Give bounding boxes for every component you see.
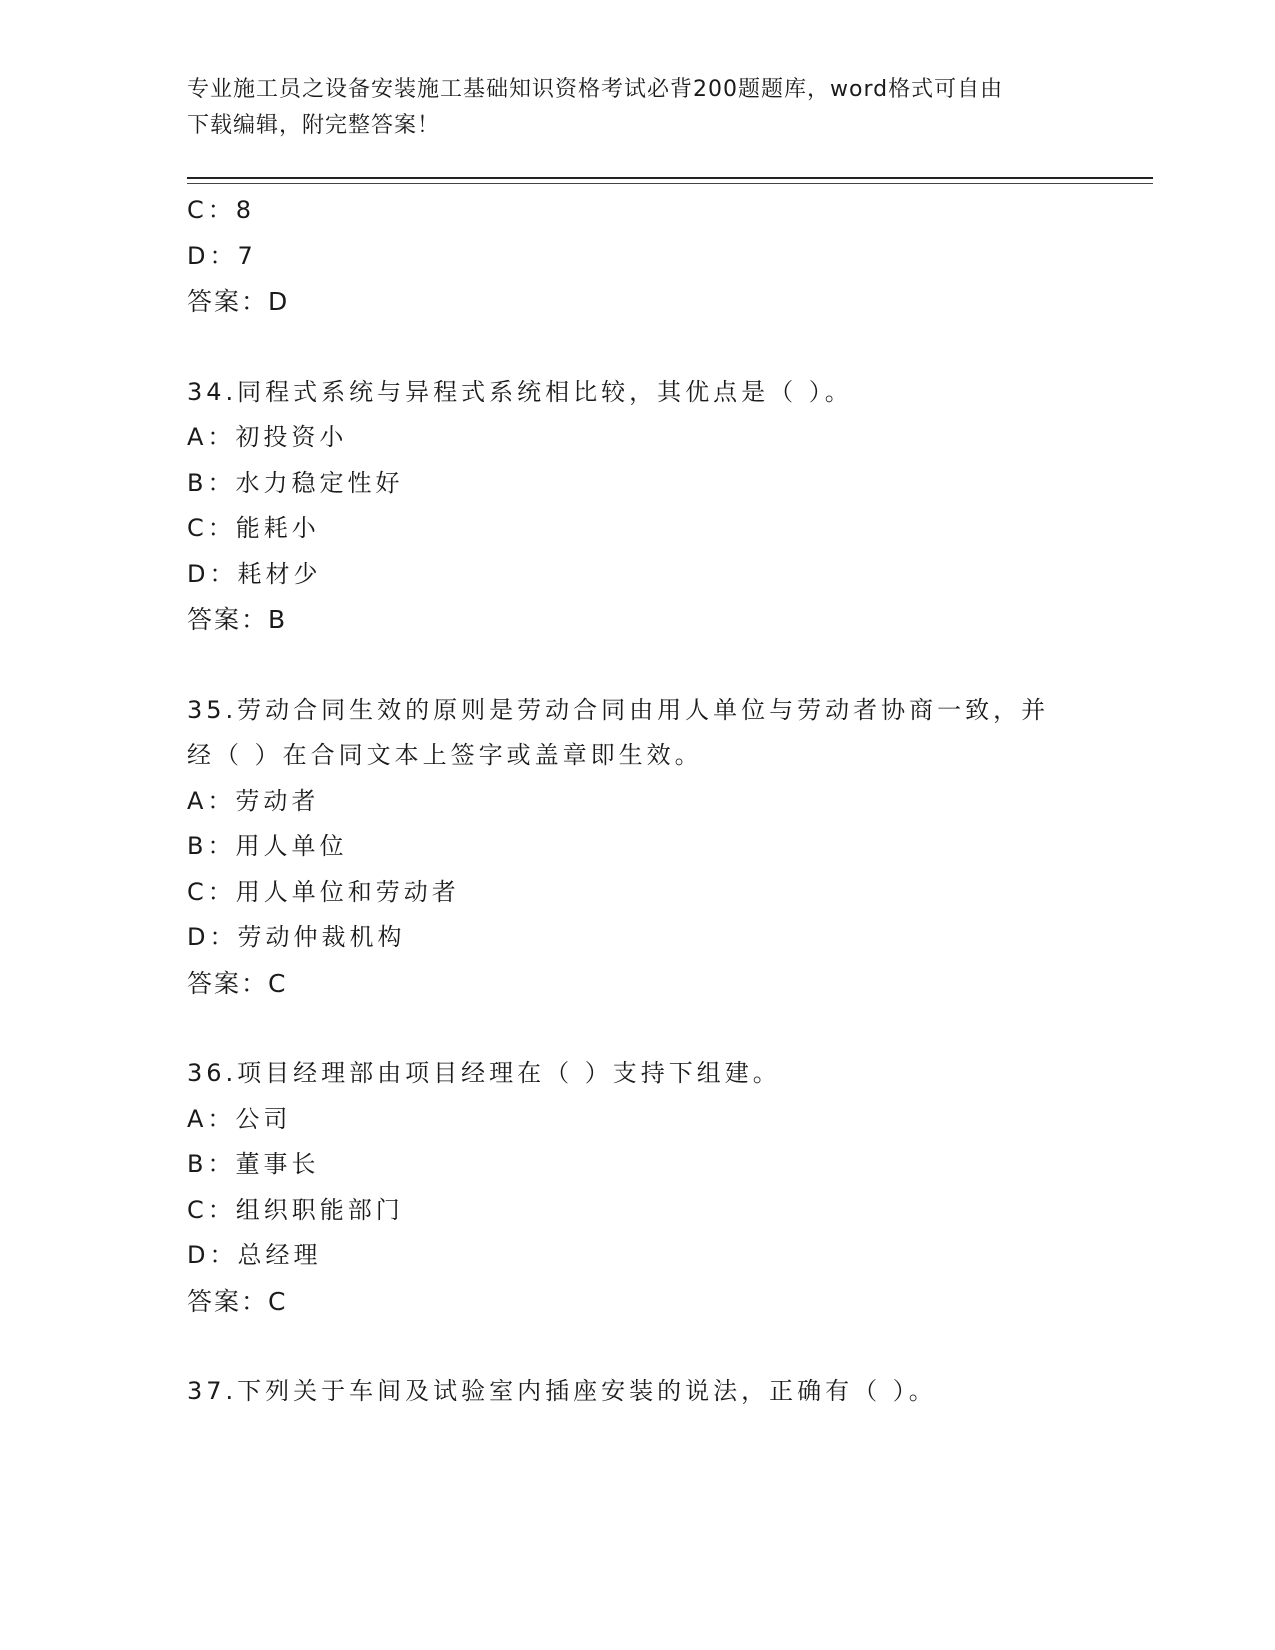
option-c: C：用人单位和劳动者: [187, 877, 460, 906]
document-body: [187, 188, 1087, 1415]
answer-line: 答案：C: [187, 968, 288, 998]
option-d: D：耗材少: [187, 559, 322, 588]
option-d: D：劳动仲裁机构: [187, 923, 406, 951]
option-c: C：8: [187, 196, 256, 224]
spacer: [187, 1006, 1087, 1051]
question-stem: 36.项目经理部由项目经理在（ ）支持下组建。: [187, 1059, 781, 1087]
answer-line: 答案：B: [187, 605, 288, 634]
option-a: A：劳动者: [187, 786, 320, 815]
option-b: B：水力稳定性好: [187, 468, 404, 497]
question-stem: 35.劳动合同生效的原则是劳动合同由用人单位与劳动者协商一致，并: [187, 695, 1050, 724]
header-divider-thick: [187, 177, 1153, 179]
option-d: D：7: [187, 241, 257, 270]
option-b: B：用人单位: [187, 832, 348, 860]
question-block-35: [187, 688, 1087, 1007]
header-line-1: 专业施工员之设备安装施工基础知识资格考试必背200题题库，word格式可自由: [187, 77, 1004, 102]
option-c: C：能耗小: [187, 514, 320, 542]
header-divider-thin: [187, 183, 1153, 184]
header-line-2: 下载编辑，附完整答案！: [187, 113, 441, 138]
document-header: [187, 72, 1087, 144]
option-d: D：总经理: [187, 1241, 322, 1269]
question-stem-continued: 经（ ）在合同文本上签字或盖章即生效。: [187, 741, 703, 769]
option-a: A：公司: [187, 1104, 292, 1133]
option-a: A：初投资小: [187, 423, 348, 451]
question-block-34: [187, 370, 1087, 643]
option-b: B：董事长: [187, 1150, 320, 1178]
question-block-37: [187, 1369, 1087, 1415]
answer-line: 答案：D: [187, 287, 290, 316]
answer-line: 答案：C: [187, 1286, 288, 1316]
question-stem: 37.下列关于车间及试验室内插座安装的说法，正确有（ ）。: [187, 1377, 937, 1405]
question-block-36: [187, 1051, 1087, 1324]
question-block-previous: [187, 188, 1087, 325]
spacer: [187, 643, 1087, 688]
spacer: [187, 1324, 1087, 1369]
option-c: C：组织职能部门: [187, 1195, 404, 1224]
spacer: [187, 325, 1087, 370]
question-stem: 34.同程式系统与异程式系统相比较，其优点是（ ）。: [187, 377, 853, 406]
